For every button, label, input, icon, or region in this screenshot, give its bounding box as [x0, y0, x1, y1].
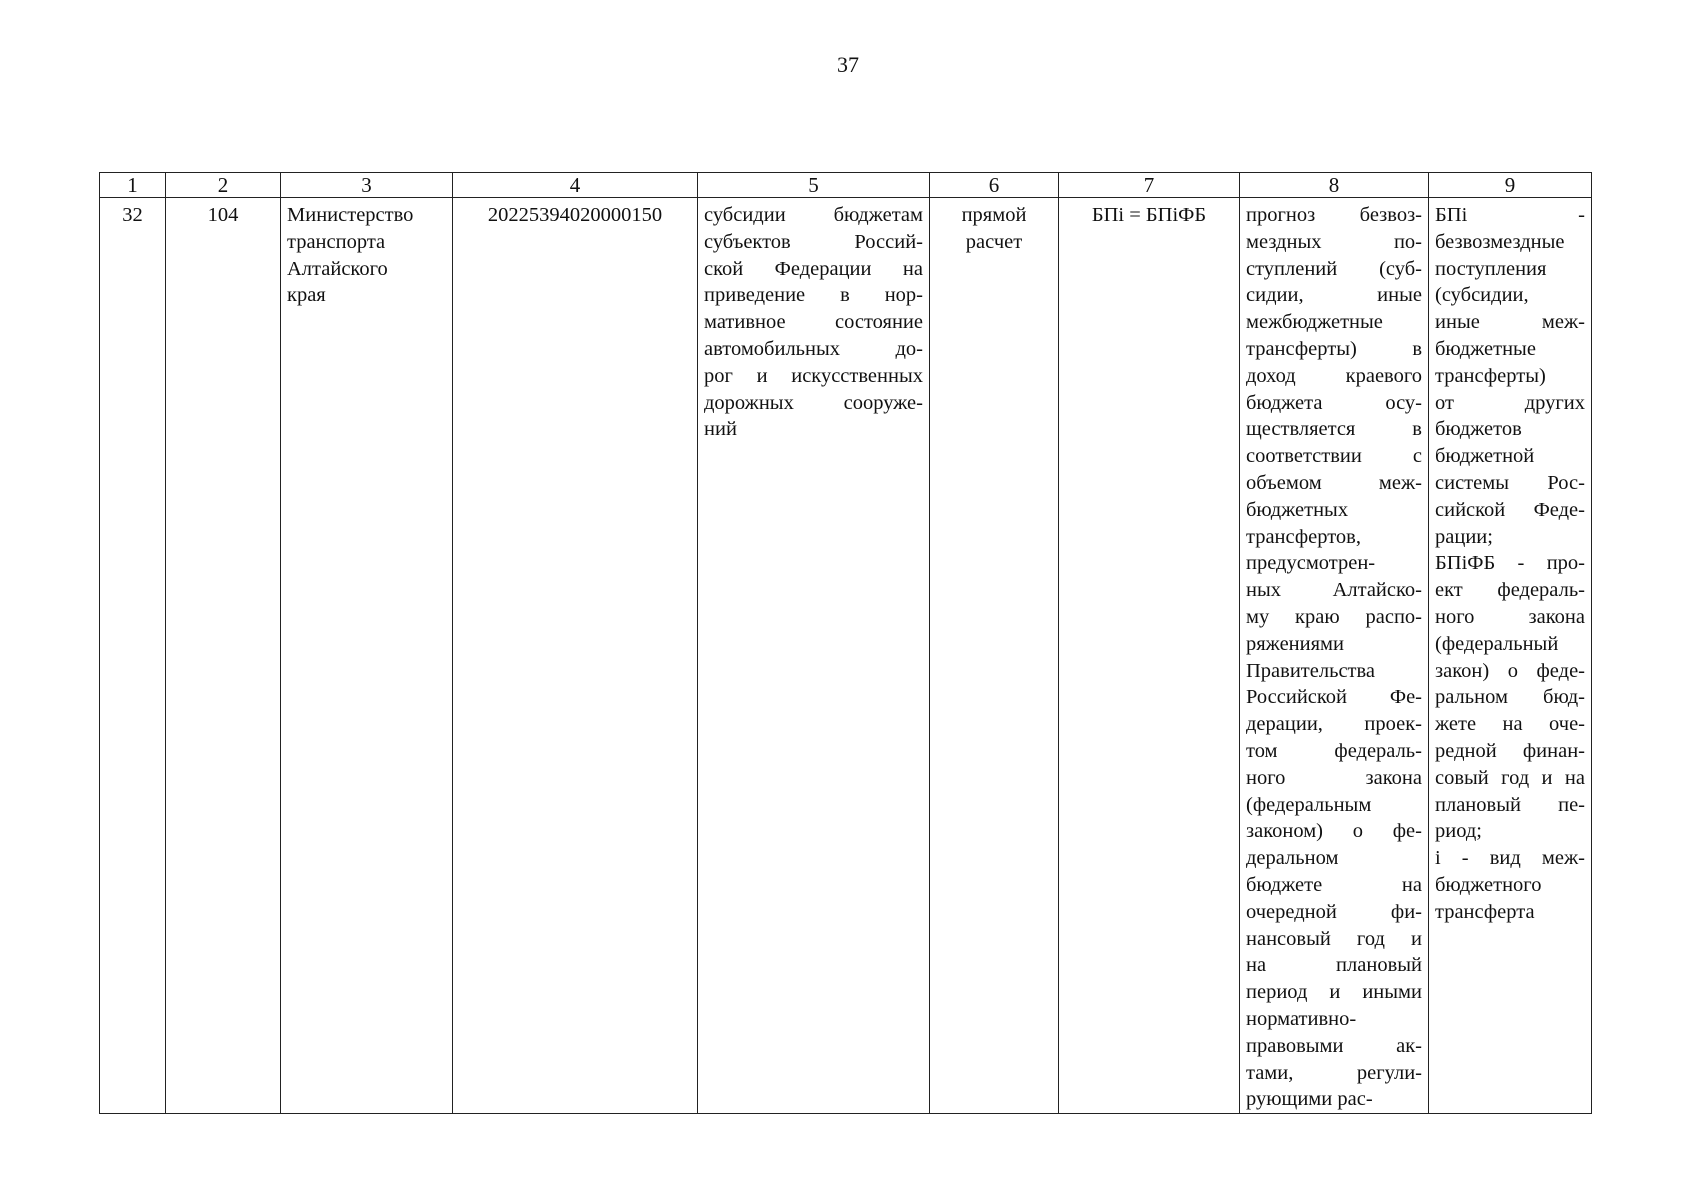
text-line: трансферты): [1435, 364, 1546, 387]
text-line: ской Федерации на: [704, 257, 923, 280]
text-line: нормативно-: [1246, 1007, 1357, 1030]
text-line: поступления: [1435, 257, 1547, 280]
text-line: ступлений (суб-: [1246, 257, 1422, 280]
column-header-7: 7: [1059, 173, 1240, 198]
administrator-cell: Министерство транспорта Алтайского края: [281, 198, 453, 1114]
text-line: ряжениями: [1246, 632, 1344, 655]
text-line: рог и искусственных: [704, 364, 923, 387]
algorithm-description-cell: [1240, 198, 1429, 1114]
column-header-9: 9: [1429, 173, 1592, 198]
text-line: сийской Феде-: [1435, 498, 1585, 521]
text-line: ного закона: [1246, 766, 1422, 789]
text-line: автомобильных до-: [704, 337, 923, 360]
text-line: нансовый год и: [1246, 927, 1422, 950]
text-line: ральном бюд-: [1435, 686, 1585, 709]
text-line: мативное состояние: [704, 311, 923, 334]
text-line: рующими рас-: [1246, 1088, 1373, 1111]
text-line: сидии, иные: [1246, 284, 1422, 307]
column-header-5: 5: [698, 173, 930, 198]
column-header-1: 1: [100, 173, 166, 198]
text-line: предусмотрен-: [1246, 552, 1376, 575]
text-line: безвозмездные: [1435, 230, 1565, 253]
text-line: законом) о фе-: [1246, 820, 1422, 843]
text-line: жете на оче-: [1435, 713, 1585, 736]
text-line: совый год и на: [1435, 766, 1585, 789]
text-line: от других: [1435, 391, 1585, 414]
text-line: Российской Фе-: [1246, 686, 1422, 709]
text-line: объемом меж-: [1246, 471, 1422, 494]
text-line: БПi -: [1435, 204, 1585, 226]
text-line: ний: [704, 418, 737, 441]
formula-cell: БПi = БПiФБ: [1059, 198, 1240, 1114]
text-line: субсидии бюджетам: [704, 204, 923, 226]
text-line: трансферты) в: [1246, 337, 1422, 360]
text-line: деральном: [1246, 847, 1339, 870]
text-line: межбюджетные: [1246, 311, 1383, 334]
text-line: дорожных сооруже-: [704, 391, 923, 414]
text-line: субъектов Россий-: [704, 230, 923, 253]
text-line: рации;: [1435, 525, 1493, 548]
text-line: (федеральный: [1435, 632, 1559, 655]
text-line: приведение в нор-: [704, 284, 923, 307]
column-number-row: [100, 173, 1592, 198]
text-line: (субсидии,: [1435, 284, 1529, 307]
text-line: доход краевого: [1246, 364, 1422, 387]
text-line: на плановый: [1246, 954, 1422, 977]
budget-classification-code-cell: 20225394020000150: [453, 198, 698, 1114]
text-line: ного закона: [1435, 605, 1585, 628]
text-line: Правительства: [1246, 659, 1376, 682]
text-line: закон) о феде-: [1435, 659, 1585, 682]
text-line: бюджетного: [1435, 873, 1542, 896]
text-line: ществляется в: [1246, 418, 1422, 441]
text-line: му краю распо-: [1246, 605, 1422, 628]
text-line: трансферта: [1435, 900, 1535, 923]
text-line: бюджетной: [1435, 445, 1535, 468]
column-header-2: 2: [166, 173, 281, 198]
text-line: прогноз безвоз-: [1246, 204, 1422, 226]
text-line: i - вид меж-: [1435, 847, 1585, 870]
text-line: системы Рос-: [1435, 471, 1585, 494]
indicators-description-cell: [1429, 198, 1592, 1114]
text-line: бюджетов: [1435, 418, 1522, 441]
text-line: соответствии с: [1246, 445, 1422, 468]
text-line: очередной фи-: [1246, 900, 1422, 923]
text-line: ект федераль-: [1435, 579, 1585, 602]
code-cell: 104: [166, 198, 281, 1114]
page-number: 37: [837, 52, 859, 77]
text-line: риод;: [1435, 820, 1483, 843]
text-line: бюджете на: [1246, 873, 1422, 896]
text-line: (федеральным: [1246, 793, 1372, 816]
text-line: тами, регули-: [1246, 1061, 1422, 1084]
text-line: БПiФБ - про-: [1435, 552, 1585, 575]
budget-table: [99, 172, 1592, 1114]
method-cell: прямой расчет: [930, 198, 1059, 1114]
text-line: бюджетных: [1246, 498, 1349, 521]
text-line: иные меж-: [1435, 311, 1585, 334]
text-line: плановый пе-: [1435, 793, 1585, 816]
text-line: бюджетные: [1435, 337, 1536, 360]
row-number-cell: 32: [100, 198, 166, 1114]
table-row: [100, 198, 1592, 1114]
text-line: редной финан-: [1435, 739, 1585, 762]
text-line: правовыми ак-: [1246, 1034, 1422, 1057]
income-name-cell: [698, 198, 930, 1114]
column-header-4: 4: [453, 173, 698, 198]
column-header-8: 8: [1240, 173, 1429, 198]
text-line: бюджета осу-: [1246, 391, 1422, 414]
text-line: мездных по-: [1246, 230, 1422, 253]
text-line: период и иными: [1246, 981, 1422, 1004]
text-line: ных Алтайско-: [1246, 579, 1422, 602]
text-line: дерации, проек-: [1246, 713, 1422, 736]
text-line: трансфертов,: [1246, 525, 1361, 548]
column-header-3: 3: [281, 173, 453, 198]
column-header-6: 6: [930, 173, 1059, 198]
text-line: том федераль-: [1246, 739, 1422, 762]
